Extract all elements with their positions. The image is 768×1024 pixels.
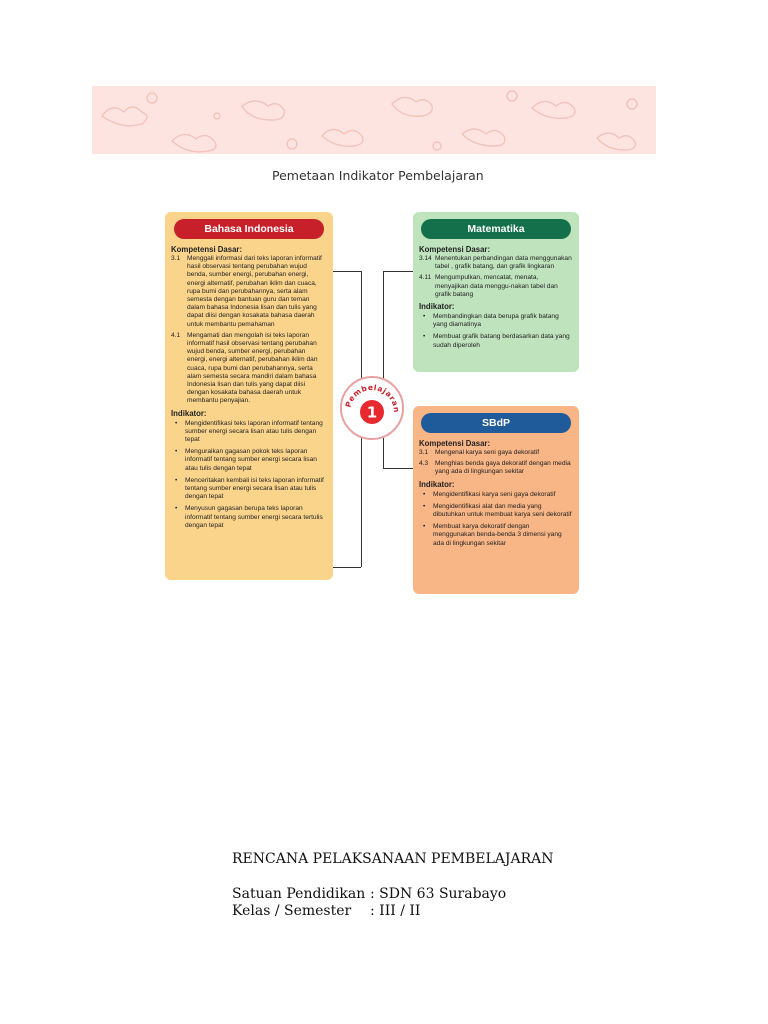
card-title: SBdP <box>421 413 571 433</box>
kd-item <box>171 332 327 406</box>
decorative-cloud-banner <box>92 86 656 154</box>
indicator-text: Membuat karya dekoratif dengan menggunakan benda-benda 3 dimensi yang ada di lingkungan sekitar <box>433 523 562 547</box>
connector-line <box>383 436 384 468</box>
pembelajaran-badge <box>340 376 404 440</box>
kd-number: 3.1 <box>419 449 429 456</box>
indicator-text: Membandingkan data berupa grafik batang yang diamatinya <box>433 313 559 329</box>
indicator-text: Menguraikan gagasan pokok teks laporan informatif tentang sumber energi secara lisan atau tulis dengan tepat <box>185 448 317 472</box>
satuan-row <box>232 886 506 902</box>
kd-text: Mengamati dan mengolah isi teks laporan informatif hasil observasi tentang perubahan wujud benda, sumber energi, perubahan energi, energi alternatif, perubahan iklim dan cuaca, rupa bumi dan perubahannya, serta alam semesta secara mandiri dalam bahasa Indonesia lisan dan tulis yang dapat diisi dengan kosakata bahasa daerah untuk membantu penyajian. <box>187 331 318 405</box>
kd-heading: Kompetensi Dasar: <box>419 245 491 254</box>
badge-label: Pembelajaran <box>343 382 402 414</box>
kd-item <box>419 460 573 476</box>
map-title: Pemetaan Indikator Pembelajaran <box>272 168 484 183</box>
kd-text: Menentukan perbandingan data menggunakan tabel , grafik batang, dan grafik lingkaran <box>435 255 572 271</box>
kelas-value: : III / II <box>370 903 421 919</box>
connector-line <box>333 567 361 568</box>
indicator-heading: Indikator: <box>419 302 455 312</box>
badge-graphic <box>342 378 402 438</box>
card-matematika <box>413 212 579 372</box>
indicator-item: • Membuat grafik batang berdasarkan data yang sudah diperoleh <box>423 333 573 349</box>
indicator-item: • Membuat karya dekoratif dengan menggunakan benda-benda 3 dimensi yang ada di lingkungan sekitar <box>423 523 573 548</box>
kd-text: Menggali informasi dari teks laporan informatif hasil observasi tentang perubahan wujud benda, sumber energi, perubahan energi, energi alternatif, perubahan iklim dan cuaca, rupa bumi dan perubahannya, serta alam semesta dengan bantuan guru dan teman dalam bahasa Indonesia lisan dan tulis yang dapat diisi dengan kosakata bahasa daerah untuk membantu pemahaman <box>187 255 322 328</box>
indicator-item: • Mengidentifikasi teks laporan informatif tentang sumber energi secara lisan atau tulis dengan tepat <box>175 420 327 445</box>
indicator-text: Mengidentifikasi karya seni gaya dekoratif <box>433 490 556 498</box>
indicator-heading: Indikator: <box>419 479 455 489</box>
indicator-text: Mengidentifikasi alat dan media yang dibutuhkan untuk membuat karya seni dekoratif <box>433 502 572 519</box>
kd-heading: Kompetensi Dasar: <box>171 245 243 254</box>
satuan-value: : SDN 63 Surabayo <box>370 886 507 902</box>
card-title: Bahasa Indonesia <box>174 219 324 239</box>
indicator-text: Menyusun gagasan berupa teks laporan informatif tentang sumber energi secara tertulis dengan tepat <box>185 505 323 529</box>
kd-item <box>419 449 573 457</box>
kd-text: Menghias benda gaya dekoratif dengan media yang ada di lingkungan sekitar <box>435 460 571 476</box>
connector-line <box>383 271 384 379</box>
kelas-row <box>232 903 420 919</box>
connector-line <box>383 271 413 272</box>
indicator-text: Menceritakan kembali isi teks laporan informatif tentang sumber energi secara lisan atau tulis dengan tepat <box>185 476 324 501</box>
kd-number: 4.1 <box>171 331 181 339</box>
kd-item <box>419 255 573 271</box>
indicator-text: Membuat grafik batang berdasarkan data yang sudah diperoleh <box>433 333 570 349</box>
kelas-label: Kelas / Semester <box>232 903 352 919</box>
badge-number: 1 <box>366 403 378 422</box>
indicator-item: • Mengidentifikasi alat dan media yang dibutuhkan untuk membuat karya seni dekoratif <box>423 502 572 519</box>
indicator-text: Mengidentifikasi teks laporan informatif tentang sumber energi secara lisan atau tulis dengan tepat <box>185 419 323 444</box>
cloud-pattern-icon <box>92 86 656 154</box>
kd-number: 3.1 <box>171 255 181 262</box>
satuan-label: Satuan Pendidikan <box>232 886 366 902</box>
connector-line <box>333 271 361 272</box>
card-bahasa-indonesia <box>165 212 333 580</box>
rpp-title: RENCANA PELAKSANAAN PEMBELAJARAN <box>232 851 554 867</box>
kd-number: 3.14 <box>419 255 432 262</box>
indicator-item: • Membandingkan data berupa grafik batang yang diamatinya <box>423 313 573 329</box>
kd-text: Mengumpulkan, mencatat, menata, menyajikan data menggu-nakan tabel dan grafik batang <box>435 274 558 298</box>
card-title: Matematika <box>421 219 571 239</box>
card-sbdp <box>413 406 579 594</box>
indicator-item: • Menguraikan gagasan pokok teks laporan informatif tentang sumber energi secara lisan atau tulis dengan tepat <box>175 448 327 473</box>
kd-text: Mengenal karya seni gaya dekoratif <box>435 449 540 456</box>
kd-number: 4.11 <box>419 274 432 282</box>
indicator-item: • Mengidentifikasi karya seni gaya dekoratif <box>423 491 573 499</box>
kd-number: 4.3 <box>419 460 429 468</box>
kd-item <box>171 255 327 329</box>
indicator-item: • Menceritakan kembali isi teks laporan informatif tentang sumber energi secara lisan atau tulis dengan tepat <box>175 477 327 502</box>
kd-item <box>419 274 573 299</box>
connector-line <box>383 468 413 469</box>
kd-heading: Kompetensi Dasar: <box>419 439 491 448</box>
indicator-item: • Menyusun gagasan berupa teks laporan informatif tentang sumber energi secara tertulis dengan tepat <box>175 505 327 530</box>
indicator-heading: Indikator: <box>171 408 207 418</box>
